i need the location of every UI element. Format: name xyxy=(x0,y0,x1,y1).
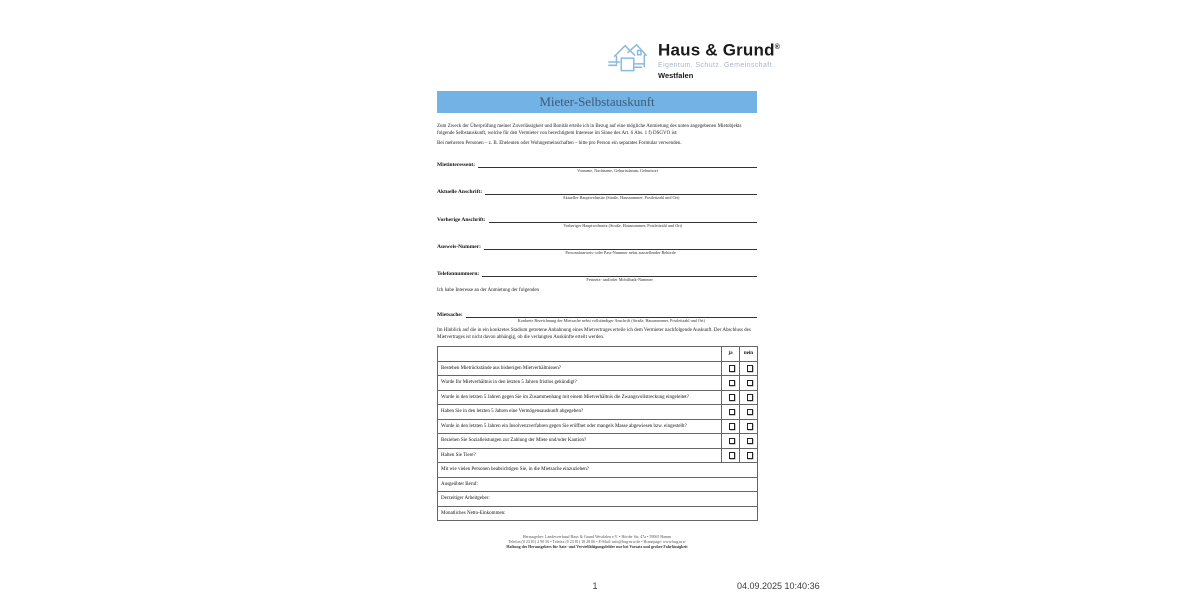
table-open-row xyxy=(438,477,758,492)
table-row xyxy=(438,376,758,391)
header-ja: ja xyxy=(722,347,740,362)
field-telefonnummern xyxy=(437,269,757,282)
table-row xyxy=(438,419,758,434)
field-input-line[interactable] xyxy=(466,309,757,323)
field-input-line[interactable] xyxy=(484,241,757,255)
checkbox-ja[interactable] xyxy=(729,365,736,372)
self-disclosure-table xyxy=(437,346,758,521)
brand-tagline: Eigentum. Schutz. Gemeinschaft. xyxy=(658,61,775,69)
question-text: Beziehen Sie Sozialleistungen zur Zahlung der Miete und/oder Kaution? xyxy=(438,434,722,449)
question-text: Bestehen Mietrückstände aus bisherigen Mietverhältnissen? xyxy=(438,361,722,376)
house-icon xyxy=(605,38,651,84)
question-text: Wurde in den letzten 5 Jahren gegen Sie im Zusammenhang mit einem Mietverhältnis die Zwangsvollstreckung eingeleitet? xyxy=(438,390,722,405)
checkbox-nein[interactable] xyxy=(747,438,754,445)
checkbox-nein[interactable] xyxy=(747,394,754,401)
publisher-footer xyxy=(437,535,757,550)
field-label: Vorherige Anschrift: xyxy=(437,217,486,223)
header-empty xyxy=(438,347,722,362)
checkbox-nein[interactable] xyxy=(747,423,754,430)
checkbox-ja[interactable] xyxy=(729,380,736,387)
open-question-text[interactable]: Derzeitiger Arbeitgeber: xyxy=(438,492,758,507)
registered-mark: ® xyxy=(774,44,781,51)
table-open-row xyxy=(438,463,758,478)
field-input-line[interactable] xyxy=(489,214,757,228)
intro-paragraph-1: Zum Zweck der Überprüfung meiner Zuverlässigkeit und Bonität erteile ich in Bezug auf eine mögliche Anmietung des unten angegebenen Mietobjekts folgende Selbstauskunft, welche für den Vermieter von berechtigtem Interesse im Sinne des Art. 6 Abs. 1 f) DSGVO ist: xyxy=(437,124,742,136)
open-question-text[interactable]: Ausgeübter Beruf: xyxy=(438,477,758,492)
header-nein: nein xyxy=(740,347,758,362)
checkbox-nein[interactable] xyxy=(747,365,754,372)
field-caption: Konkrete Bezeichnung der Mietsache nebst vollständiger Anschrift (Straße, Hausnummer, Postleitzahl und Ort) xyxy=(517,317,705,323)
field-mietinteressent xyxy=(437,160,757,173)
brand-name: Haus & Grund® xyxy=(658,40,781,60)
field-label: Mietinteressent: xyxy=(437,162,476,168)
question-text: Haben Sie in den letzten 5 Jahren eine Vermögensauskunft abgegeben? xyxy=(438,405,722,420)
table-row xyxy=(438,405,758,420)
table-row xyxy=(438,390,758,405)
contact-line: Telefon (0 23 81) 2 90 56 • Telefax (0 23 81) 18 28 06 • E-Mail: info@hug-nrw.de • Homepage: www.hug.nrw xyxy=(508,538,686,544)
checkbox-ja[interactable] xyxy=(729,409,736,416)
checkbox-ja[interactable] xyxy=(729,394,736,401)
checkbox-ja[interactable] xyxy=(729,423,736,430)
checkbox-nein[interactable] xyxy=(747,380,754,387)
intro-paragraph-2: Bei mehreren Personen – z. B. Eheleuten oder Wohngemeinschaften – bitte pro Person ein separates Formular verwenden. xyxy=(437,140,682,146)
field-label: Aktuelle Anschrift: xyxy=(437,189,483,195)
checkbox-ja[interactable] xyxy=(729,438,736,445)
question-text: Halten Sie Tiere? xyxy=(438,448,722,463)
field-input-line[interactable] xyxy=(485,186,757,200)
liability-line: Haftung des Herausgebers für Satz- und Vervielfältigungsfehler nur bei Vorsatz und grober Fahrlässigkeit xyxy=(506,544,688,550)
table-open-row xyxy=(438,506,758,521)
page-number: 1 xyxy=(592,581,598,591)
publisher-line: Herausgeber: Landesverband Haus & Grund Westfalen e.V. • Hörder Str. 47a • 59065 Hamm xyxy=(522,534,672,539)
field-caption: Festnetz- und/oder Mobilfunk-Nummer xyxy=(586,276,653,282)
table-row xyxy=(438,434,758,449)
field-caption: Aktueller Hauptwohnsitz (Straße, Hausnummer, Postleitzahl und Ort) xyxy=(562,194,680,200)
open-question-text[interactable]: Monatliches Netto-Einkommen: xyxy=(438,506,758,521)
brand-logo xyxy=(605,38,780,84)
form-title-banner xyxy=(437,91,757,113)
field-input-line[interactable] xyxy=(482,268,757,282)
question-text: Wurde Ihr Mietverhältnis in den letzten 5 Jahren fristlos gekündigt? xyxy=(438,376,722,391)
checkbox-nein[interactable] xyxy=(747,452,754,459)
interest-sentence: Ich habe Interesse an der Anmietung der folgenden xyxy=(437,288,540,293)
field-label: Telefonnummern: xyxy=(437,271,480,277)
table-row xyxy=(438,361,758,376)
field-caption: Personalausweis- oder Pass-Nummer nebst ausstellender Behörde xyxy=(565,249,676,255)
field-vorherige-anschrift xyxy=(437,215,757,228)
field-caption: Vorheriger Hauptwohnsitz (Straße, Hausnummer, Postleitzahl und Ort) xyxy=(563,222,683,228)
form-title: Mieter-Selbstauskunft xyxy=(539,94,655,109)
field-label: Mietsache: xyxy=(437,312,463,318)
print-timestamp: 04.09.2025 10:40:36 xyxy=(737,581,820,591)
checkbox-ja[interactable] xyxy=(729,452,736,459)
table-header-row xyxy=(438,347,758,362)
open-question-text[interactable]: Mit wie vielen Personen beabsichtigen Sie, in die Mietsache einzuziehen? xyxy=(438,463,758,478)
field-aktuelle-anschrift xyxy=(437,187,757,200)
field-caption: Vorname, Nachname, Geburtsdatum, Geburtsort xyxy=(577,167,658,173)
field-ausweis-nummer xyxy=(437,242,757,255)
brand-region: Westfalen xyxy=(658,70,694,80)
checkbox-nein[interactable] xyxy=(747,409,754,416)
field-label: Ausweis-Nummer: xyxy=(437,244,481,250)
table-open-row xyxy=(438,492,758,507)
intro-text xyxy=(437,124,757,147)
field-input-line[interactable] xyxy=(478,159,757,173)
question-text: Wurde in den letzten 5 Jahren ein Insolvenzverfahren gegen Sie eröffnet oder mangels Masse abgewiesen bzw. eingestellt? xyxy=(438,419,722,434)
table-row xyxy=(438,448,758,463)
field-mietsache xyxy=(437,310,757,323)
disclosure-paragraph: Im Hinblick auf die in ein konkretes Stadium getretene Anbahnung eines Mietvertrages erteile ich dem Vermieter nachfolgende Auskunft. Der Abschluss des Mietvertrages ist nicht davon abhängig, ob die verlangten Auskünfte erteilt werden. xyxy=(437,328,751,340)
